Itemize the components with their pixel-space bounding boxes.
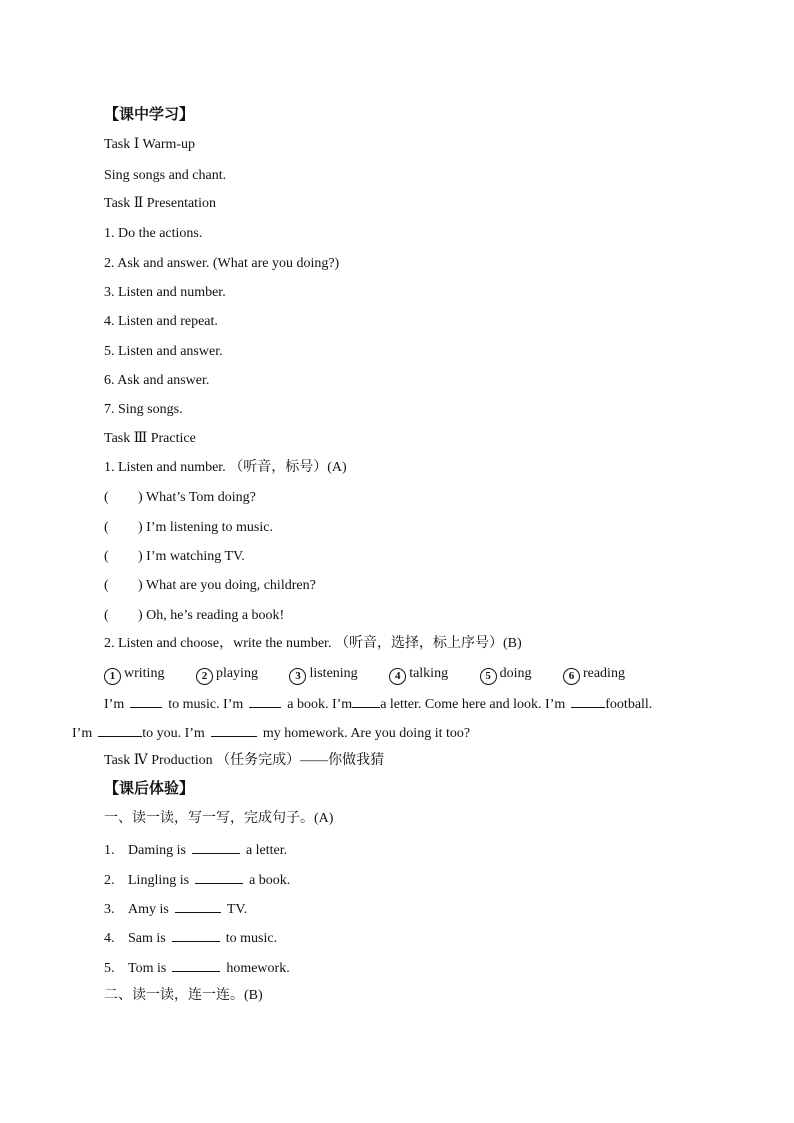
item-after: homework. [226, 961, 290, 976]
answer-blank[interactable] [192, 841, 240, 854]
passage-text: I’m [72, 726, 93, 741]
passage-text: a letter. Come here and look. I’m [380, 697, 566, 712]
passage-line-2 [72, 724, 470, 743]
number-row [104, 607, 284, 625]
sentence-item [104, 900, 247, 919]
circled-number: 6 [563, 668, 580, 685]
item-before: Lingling is [128, 873, 190, 888]
answer-blank[interactable] [175, 900, 221, 913]
choice-option [480, 665, 532, 685]
part1-title: 一、读一读，写一写，完成句子。(A) [104, 811, 334, 826]
number-row [104, 489, 256, 507]
task1-line: Sing songs and chant. [104, 168, 227, 183]
circled-number: 3 [289, 668, 306, 685]
answer-blank[interactable] [352, 695, 380, 708]
item-after: to music. [225, 931, 278, 946]
passage-line-1 [104, 695, 652, 714]
item-number: 1. [104, 843, 115, 858]
item-before: Daming is [128, 843, 186, 858]
item-number: 3. [104, 902, 115, 917]
answer-blank[interactable] [211, 724, 257, 737]
number-row [104, 519, 273, 537]
answer-blank[interactable] [130, 695, 162, 708]
task2-title: Task Ⅱ Presentation [104, 196, 216, 211]
task4-title: Task Ⅳ Production （任务完成）——你做我猜 [104, 753, 385, 768]
circled-number: 1 [104, 668, 121, 685]
circled-number: 5 [480, 668, 497, 685]
task1-title: Task Ⅰ Warm-up [104, 137, 196, 152]
paren-close: ) [138, 490, 143, 505]
passage-text: my homework. Are you doing it too? [262, 726, 471, 741]
answer-blank[interactable] [571, 695, 605, 708]
answer-blank[interactable] [98, 724, 142, 737]
number-row-text: What are you doing, children? [145, 578, 316, 593]
choice-word: listening [309, 666, 358, 681]
passage-text: football. [605, 697, 653, 712]
item-before: Tom is [128, 961, 167, 976]
number-row-text: I’m watching TV. [146, 549, 245, 564]
paren-open: ( [104, 520, 109, 535]
paren-open: ( [104, 578, 109, 593]
choice-word: doing [499, 666, 532, 681]
choice-word: writing [124, 666, 165, 681]
item-after: a letter. [245, 843, 288, 858]
sentence-item [104, 871, 290, 890]
paren-close: ) [138, 549, 143, 564]
sentence-item [104, 841, 287, 860]
number-row [104, 577, 316, 595]
answer-blank[interactable] [249, 695, 281, 708]
answer-blank[interactable] [172, 929, 220, 942]
item-number: 5. [104, 961, 115, 976]
task3-item2: 2. Listen and choose，write the number. （听音，选择，标上序号）(B) [104, 636, 522, 651]
choice-option [289, 665, 357, 685]
task2-item: 7. Sing songs. [104, 402, 183, 417]
item-before: Amy is [128, 902, 169, 917]
choice-word: reading [582, 666, 625, 681]
answer-blank[interactable] [195, 871, 243, 884]
item-after: TV. [226, 902, 248, 917]
paren-open: ( [104, 608, 109, 623]
in-class-heading: 【课中学习】 [104, 107, 195, 123]
circled-number: 4 [389, 668, 406, 685]
paren-close: ) [138, 520, 143, 535]
passage-text: I’m [104, 697, 125, 712]
paren-open: ( [104, 549, 109, 564]
task2-item: 5. Listen and answer. [104, 344, 223, 359]
circled-number: 2 [196, 668, 213, 685]
item-number: 2. [104, 873, 115, 888]
passage-text: to you. I’m [142, 726, 205, 741]
task3-item1: 1. Listen and number. （听音，标号）(A) [104, 460, 347, 475]
choice-list [104, 665, 653, 685]
number-row-text: I’m listening to music. [146, 520, 273, 535]
item-number: 4. [104, 931, 115, 946]
item-after: a book. [249, 873, 291, 888]
task2-item: 6. Ask and answer. [104, 373, 210, 388]
answer-blank[interactable] [172, 959, 220, 972]
choice-option [196, 665, 258, 685]
item-before: Sam is [128, 931, 166, 946]
number-row-text: Oh, he’s reading a book! [146, 608, 285, 623]
passage-text: a book. I’m [287, 697, 353, 712]
task2-item: 4. Listen and repeat. [104, 314, 218, 329]
paren-close: ) [138, 608, 143, 623]
passage-text: to music. I’m [168, 697, 244, 712]
choice-word: playing [215, 666, 258, 681]
choice-word: talking [409, 666, 449, 681]
choice-option [104, 665, 164, 685]
paren-open: ( [104, 490, 109, 505]
task2-item: 2. Ask and answer. (What are you doing?) [104, 256, 340, 271]
choice-option [389, 665, 448, 685]
number-row-text: What’s Tom doing? [145, 490, 256, 505]
part2-title: 二、读一读，连一连。(B) [104, 988, 263, 1003]
paren-close: ) [138, 578, 143, 593]
task2-item: 1. Do the actions. [104, 226, 203, 241]
sentence-item [104, 929, 277, 948]
sentence-item [104, 959, 290, 978]
task2-item: 3. Listen and number. [104, 285, 226, 300]
choice-option [563, 665, 625, 685]
after-class-heading: 【课后体验】 [104, 781, 195, 797]
number-row [104, 548, 245, 566]
task3-title: Task Ⅲ Practice [104, 431, 196, 446]
